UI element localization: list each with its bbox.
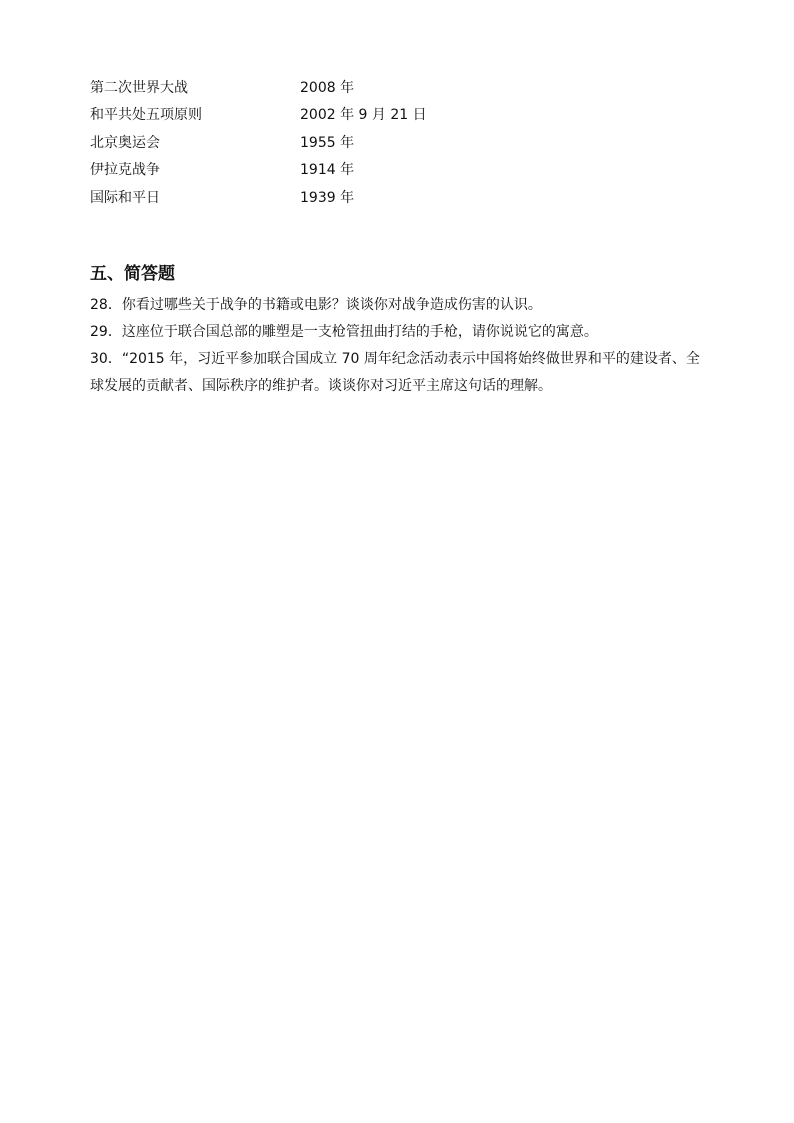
question-number: 28．	[90, 297, 122, 313]
matching-right-item: 1914 年	[300, 162, 355, 179]
matching-left-item: 伊拉克战争	[90, 162, 160, 179]
matching-row	[90, 129, 427, 157]
matching-row	[90, 102, 427, 130]
question-item	[90, 292, 710, 319]
matching-right-item: 1939 年	[300, 189, 355, 206]
matching-left-item: 和平共处五项原则	[90, 107, 202, 124]
matching-right-item: 2008 年	[300, 79, 355, 96]
matching-right-item: 2002 年 9 月 21 日	[300, 107, 427, 124]
question-text: “2015 年，习近平参加联合国成立 70 周年纪念活动表示中国将始终做世界和平的建设者、全球发展的贡献者、国际秩序的维护者。谈谈你对习近平主席这句话的理解。	[90, 351, 700, 394]
matching-left-item: 国际和平日	[90, 189, 160, 206]
matching-row	[90, 184, 427, 212]
question-number: 29．	[90, 324, 122, 340]
matching-left-item: 北京奥运会	[90, 134, 160, 151]
matching-right-item: 1955 年	[300, 134, 355, 151]
question-item	[90, 346, 710, 400]
question-text: 你看过哪些关于战争的书籍或电影？谈谈你对战争造成伤害的认识。	[121, 297, 542, 313]
section-title: 五、简答题	[90, 264, 175, 284]
question-item	[90, 319, 710, 346]
matching-table	[90, 74, 427, 212]
matching-row	[90, 74, 427, 102]
question-text: 这座位于联合国总部的雕塑是一支枪管扭曲打结的手枪，请你说说它的寓意。	[121, 324, 598, 340]
question-list	[90, 292, 710, 400]
matching-row	[90, 157, 427, 185]
matching-left-item: 第二次世界大战	[90, 79, 188, 96]
question-number: 30．	[90, 351, 122, 367]
